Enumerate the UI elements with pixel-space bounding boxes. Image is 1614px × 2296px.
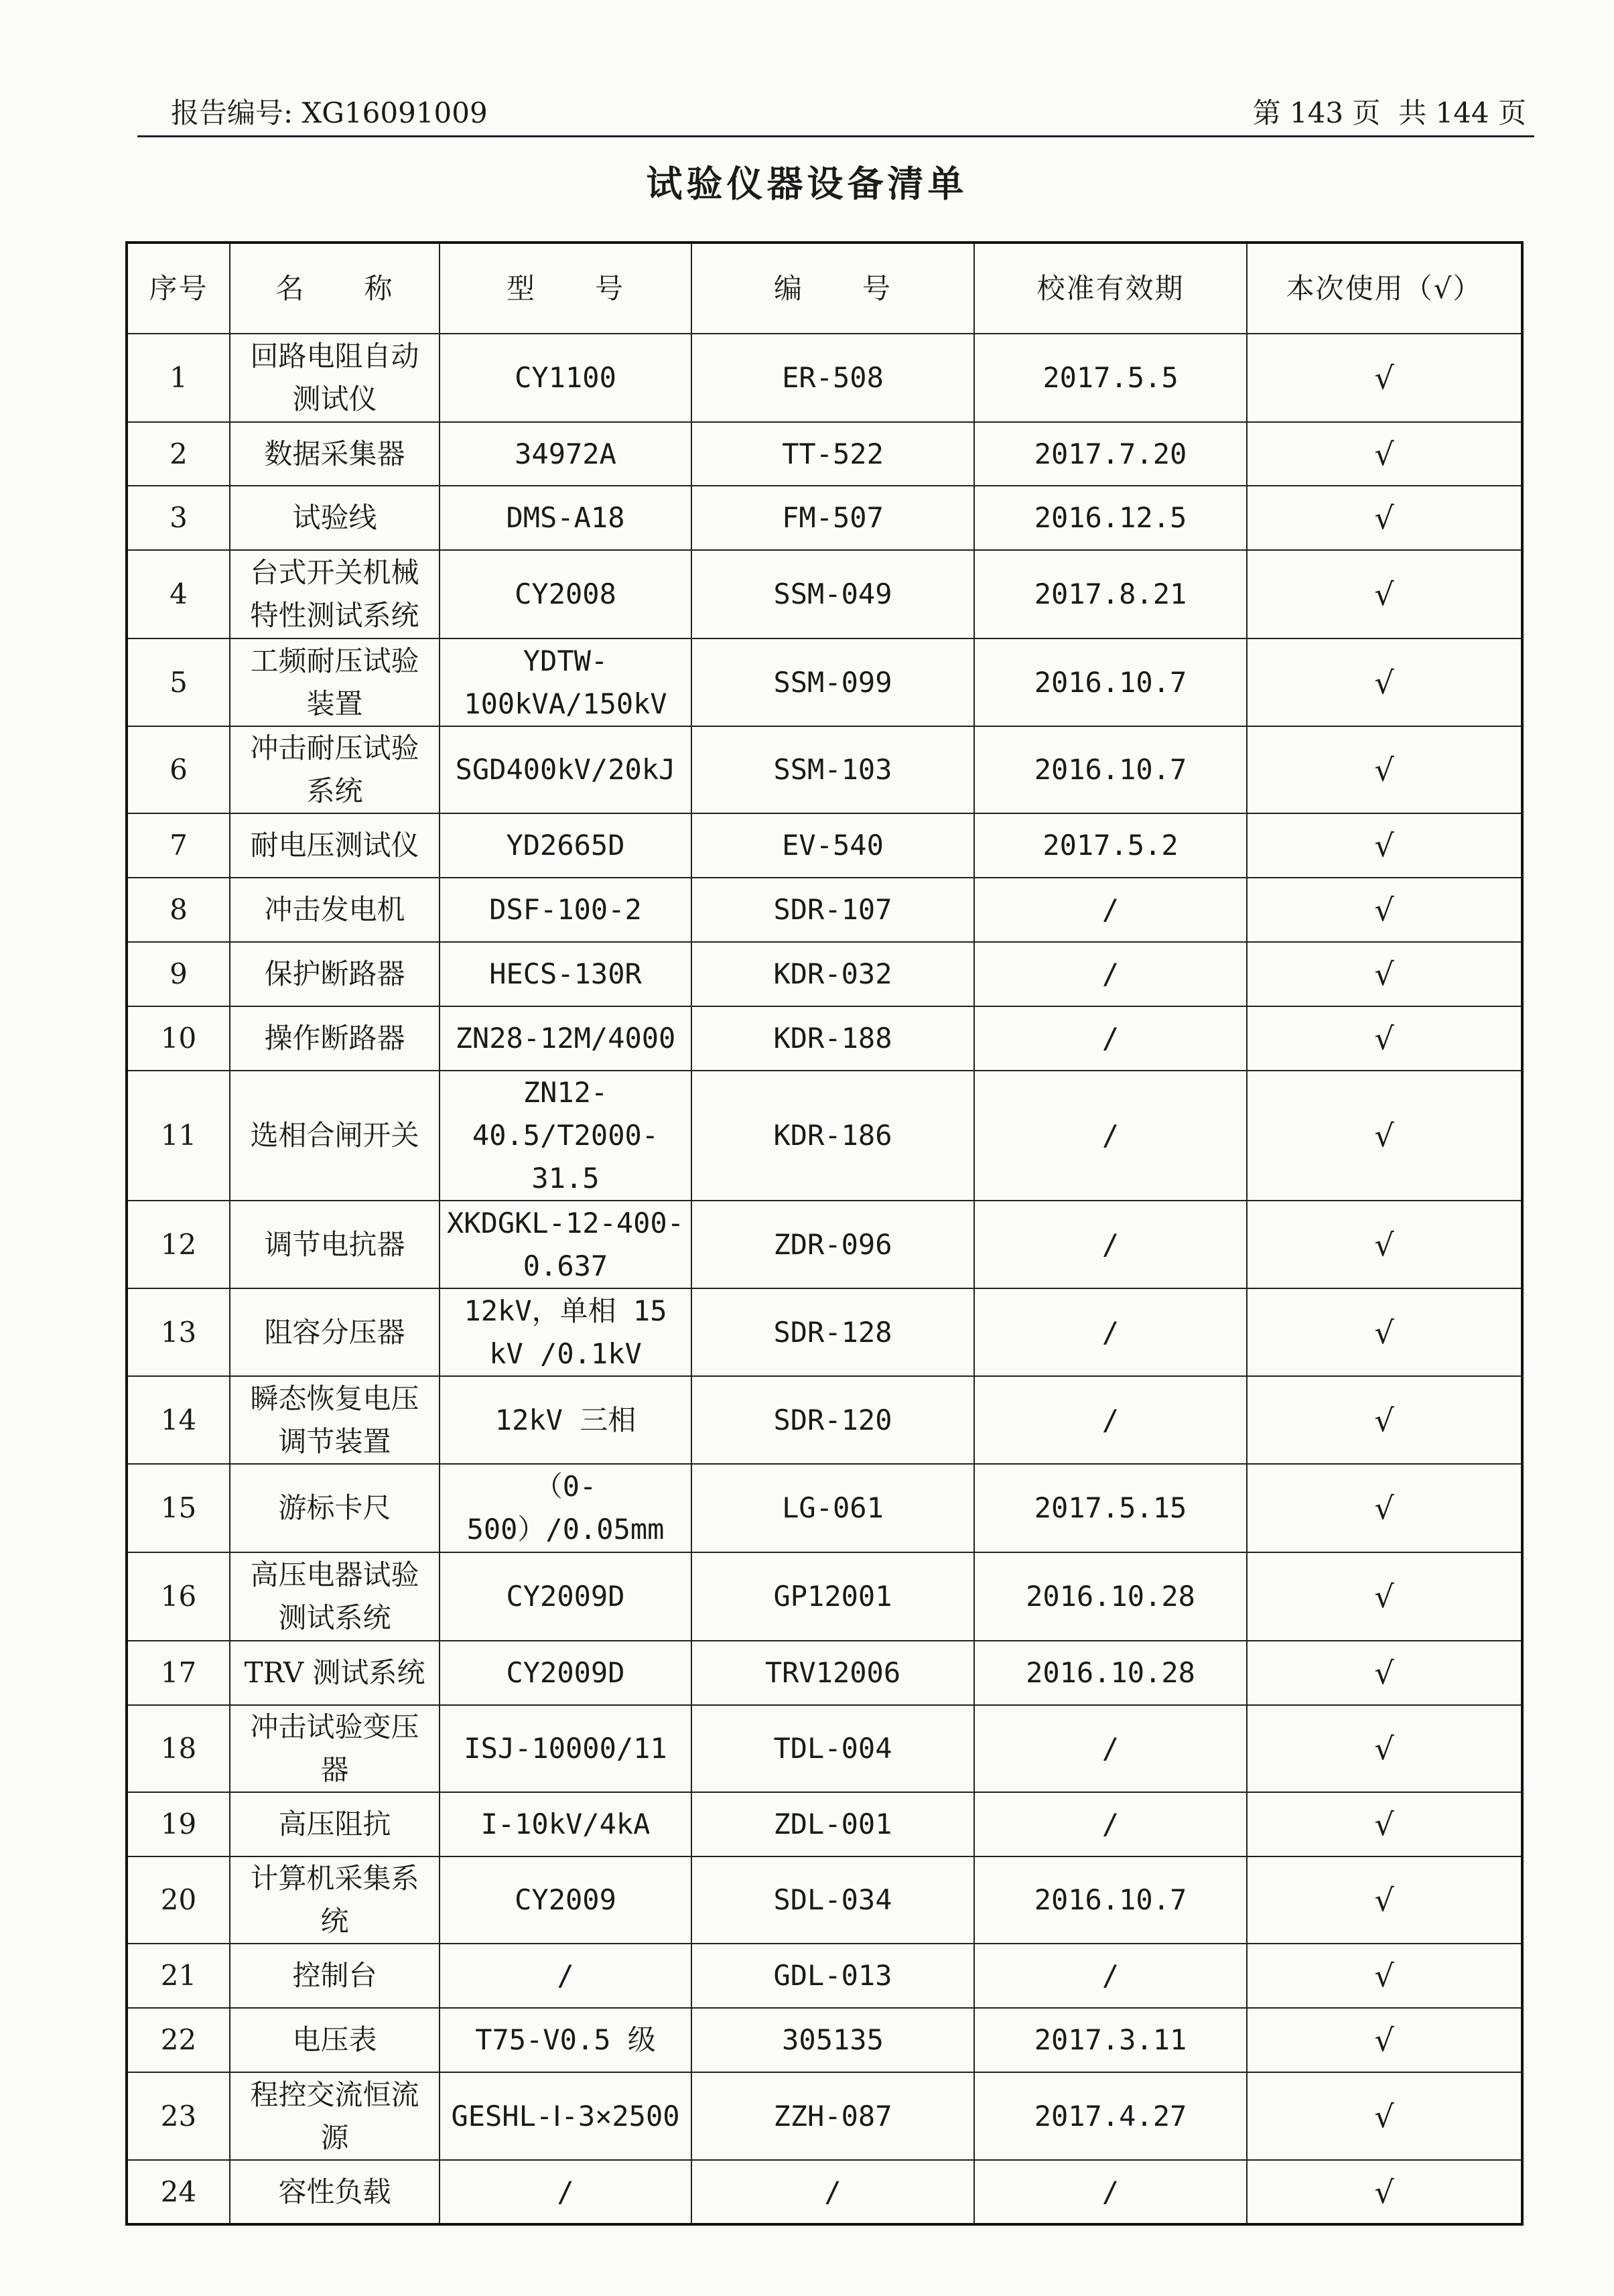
serial-code: TDL-004: [691, 1705, 974, 1792]
serial-code: GP12001: [691, 1552, 974, 1641]
serial-code: LG-061: [691, 1464, 974, 1552]
model-number: /: [440, 1944, 691, 2008]
serial-code: 305135: [691, 2008, 974, 2072]
used-check: √: [1247, 1856, 1522, 1944]
serial-code: ER-508: [691, 334, 974, 422]
model-number: T75-V0.5 级: [440, 2008, 691, 2072]
used-check: √: [1247, 1376, 1522, 1464]
table-row: [127, 942, 1522, 1006]
used-check: √: [1247, 1705, 1522, 1792]
table-row: [127, 1071, 1522, 1201]
used-check: √: [1247, 422, 1522, 486]
calibration-date: /: [974, 1944, 1247, 2008]
serial-code: SSM-103: [691, 726, 974, 813]
row-number: 7: [127, 813, 230, 878]
equipment-name: 试验线: [230, 486, 440, 550]
table-row: [127, 2072, 1522, 2160]
serial-code: SDR-120: [691, 1376, 974, 1464]
row-number: 24: [127, 2160, 230, 2224]
serial-code: SDL-034: [691, 1856, 974, 1944]
table-row: [127, 486, 1522, 550]
model-number: ISJ-10000/11: [440, 1705, 691, 1792]
table-row: [127, 422, 1522, 486]
calibration-date: 2016.10.7: [974, 726, 1247, 813]
table-row: [127, 1201, 1522, 1288]
col-header-name: 名 称: [230, 243, 440, 334]
calibration-date: /: [974, 1705, 1247, 1792]
table-row: [127, 813, 1522, 878]
serial-code: EV-540: [691, 813, 974, 878]
row-number: 17: [127, 1641, 230, 1705]
serial-code: KDR-032: [691, 942, 974, 1006]
calibration-date: 2016.10.28: [974, 1552, 1247, 1641]
used-check: √: [1247, 334, 1522, 422]
table-row: [127, 1464, 1522, 1552]
used-check: √: [1247, 942, 1522, 1006]
used-check: √: [1247, 1006, 1522, 1071]
calibration-date: /: [974, 1201, 1247, 1288]
equipment-name: 高压阻抗: [230, 1792, 440, 1856]
equipment-name: 阻容分压器: [230, 1288, 440, 1376]
equipment-name: 冲击发电机: [230, 878, 440, 942]
row-number: 15: [127, 1464, 230, 1552]
equipment-name: TRV 测试系统: [230, 1641, 440, 1705]
row-number: 6: [127, 726, 230, 813]
serial-code: TRV12006: [691, 1641, 974, 1705]
table-row: [127, 334, 1522, 422]
page-header: [137, 91, 1534, 137]
calibration-date: /: [974, 1792, 1247, 1856]
col-header-model: 型 号: [440, 243, 691, 334]
serial-code: TT-522: [691, 422, 974, 486]
serial-code: ZDL-001: [691, 1792, 974, 1856]
equipment-name: 工频耐压试验装置: [230, 638, 440, 726]
col-header-no: 序号: [127, 243, 230, 334]
row-number: 11: [127, 1071, 230, 1201]
used-check: √: [1247, 726, 1522, 813]
model-number: XKDGKL-12-400-0.637: [440, 1201, 691, 1288]
used-check: √: [1247, 1552, 1522, 1641]
serial-code: ZZH-087: [691, 2072, 974, 2160]
calibration-date: 2016.12.5: [974, 486, 1247, 550]
row-number: 1: [127, 334, 230, 422]
document-title: 试验仪器设备清单: [646, 162, 968, 205]
used-check: √: [1247, 1641, 1522, 1705]
equipment-name: 容性负载: [230, 2160, 440, 2224]
row-number: 3: [127, 486, 230, 550]
model-number: YDTW-100kVA/150kV: [440, 638, 691, 726]
row-number: 13: [127, 1288, 230, 1376]
table-row: [127, 550, 1522, 638]
equipment-name: 瞬态恢复电压调节装置: [230, 1376, 440, 1464]
model-number: CY2008: [440, 550, 691, 638]
used-check: √: [1247, 2072, 1522, 2160]
row-number: 19: [127, 1792, 230, 1856]
col-header-code: 编 号: [691, 243, 974, 334]
used-check: √: [1247, 2160, 1522, 2224]
calibration-date: 2017.5.15: [974, 1464, 1247, 1552]
row-number: 16: [127, 1552, 230, 1641]
model-number: 12kV 三相: [440, 1376, 691, 1464]
table-row: [127, 638, 1522, 726]
row-number: 12: [127, 1201, 230, 1288]
row-number: 8: [127, 878, 230, 942]
row-number: 22: [127, 2008, 230, 2072]
col-header-valid: 校准有效期: [974, 243, 1247, 334]
calibration-date: 2017.4.27: [974, 2072, 1247, 2160]
row-number: 2: [127, 422, 230, 486]
serial-code: GDL-013: [691, 1944, 974, 2008]
row-number: 18: [127, 1705, 230, 1792]
equipment-name: 高压电器试验测试系统: [230, 1552, 440, 1641]
row-number: 23: [127, 2072, 230, 2160]
used-check: √: [1247, 1201, 1522, 1288]
equipment-name: 台式开关机械特性测试系统: [230, 550, 440, 638]
used-check: √: [1247, 1944, 1522, 2008]
model-number: CY2009D: [440, 1641, 691, 1705]
used-check: √: [1247, 1071, 1522, 1201]
equipment-name: 耐电压测试仪: [230, 813, 440, 878]
model-number: ZN28-12M/4000: [440, 1006, 691, 1071]
equipment-name: 电压表: [230, 2008, 440, 2072]
table-row: [127, 1641, 1522, 1705]
calibration-date: 2016.10.7: [974, 638, 1247, 726]
calibration-date: /: [974, 1071, 1247, 1201]
table-row: [127, 1376, 1522, 1464]
equipment-name: 操作断路器: [230, 1006, 440, 1071]
table-row: [127, 1944, 1522, 2008]
equipment-name: 冲击耐压试验系统: [230, 726, 440, 813]
used-check: √: [1247, 2008, 1522, 2072]
serial-code: /: [691, 2160, 974, 2224]
model-number: YD2665D: [440, 813, 691, 878]
table-row: [127, 1856, 1522, 1944]
model-number: CY1100: [440, 334, 691, 422]
row-number: 4: [127, 550, 230, 638]
used-check: √: [1247, 1288, 1522, 1376]
serial-code: SSM-099: [691, 638, 974, 726]
calibration-date: 2016.10.28: [974, 1641, 1247, 1705]
model-number: 12kV，单相 15 kV /0.1kV: [440, 1288, 691, 1376]
row-number: 14: [127, 1376, 230, 1464]
equipment-name: 程控交流恒流源: [230, 2072, 440, 2160]
used-check: √: [1247, 878, 1522, 942]
calibration-date: /: [974, 1376, 1247, 1464]
model-number: DMS-A18: [440, 486, 691, 550]
serial-code: SDR-107: [691, 878, 974, 942]
equipment-name: 冲击试验变压器: [230, 1705, 440, 1792]
equipment-table: [125, 241, 1524, 2226]
model-number: CY2009: [440, 1856, 691, 1944]
table-row: [127, 1705, 1522, 1792]
serial-code: KDR-188: [691, 1006, 974, 1071]
table-row: [127, 1552, 1522, 1641]
model-number: /: [440, 2160, 691, 2224]
calibration-date: /: [974, 1006, 1247, 1071]
calibration-date: /: [974, 2160, 1247, 2224]
row-number: 20: [127, 1856, 230, 1944]
equipment-name: 回路电阻自动测试仪: [230, 334, 440, 422]
table-row: [127, 1792, 1522, 1856]
row-number: 9: [127, 942, 230, 1006]
calibration-date: 2017.5.2: [974, 813, 1247, 878]
calibration-date: 2016.10.7: [974, 1856, 1247, 1944]
model-number: GESHL-Ⅰ-3×2500: [440, 2072, 691, 2160]
serial-code: SSM-049: [691, 550, 974, 638]
serial-code: SDR-128: [691, 1288, 974, 1376]
used-check: √: [1247, 1792, 1522, 1856]
equipment-name: 调节电抗器: [230, 1201, 440, 1288]
calibration-date: 2017.7.20: [974, 422, 1247, 486]
calibration-date: 2017.3.11: [974, 2008, 1247, 2072]
row-number: 21: [127, 1944, 230, 2008]
equipment-name: 数据采集器: [230, 422, 440, 486]
report-number: 报告编号: XG16091009: [171, 96, 488, 129]
page-info: 第 143 页 共 144 页: [1252, 96, 1526, 129]
model-number: CY2009D: [440, 1552, 691, 1641]
table-row: [127, 726, 1522, 813]
model-number: HECS-130R: [440, 942, 691, 1006]
used-check: √: [1247, 638, 1522, 726]
table-body: [127, 334, 1522, 2224]
used-check: √: [1247, 1464, 1522, 1552]
row-number: 5: [127, 638, 230, 726]
equipment-name: 控制台: [230, 1944, 440, 2008]
calibration-date: /: [974, 942, 1247, 1006]
table-row: [127, 1288, 1522, 1376]
model-number: ZN12-40.5/T2000-31.5: [440, 1071, 691, 1201]
model-number: DSF-100-2: [440, 878, 691, 942]
model-number: I-10kV/4kA: [440, 1792, 691, 1856]
table-row: [127, 2160, 1522, 2224]
col-header-used: 本次使用（√）: [1247, 243, 1522, 334]
serial-code: KDR-186: [691, 1071, 974, 1201]
serial-code: ZDR-096: [691, 1201, 974, 1288]
table-row: [127, 1006, 1522, 1071]
calibration-date: 2017.8.21: [974, 550, 1247, 638]
model-number: （0-500）/0.05mm: [440, 1464, 691, 1552]
table-row: [127, 878, 1522, 942]
equipment-name: 保护断路器: [230, 942, 440, 1006]
table-row: [127, 2008, 1522, 2072]
model-number: 34972A: [440, 422, 691, 486]
serial-code: FM-507: [691, 486, 974, 550]
calibration-date: /: [974, 878, 1247, 942]
calibration-date: /: [974, 1288, 1247, 1376]
equipment-name: 计算机采集系统: [230, 1856, 440, 1944]
used-check: √: [1247, 486, 1522, 550]
equipment-name: 游标卡尺: [230, 1464, 440, 1552]
model-number: SGD400kV/20kJ: [440, 726, 691, 813]
calibration-date: 2017.5.5: [974, 334, 1247, 422]
table-header-row: [127, 243, 1522, 334]
used-check: √: [1247, 813, 1522, 878]
used-check: √: [1247, 550, 1522, 638]
equipment-name: 选相合闸开关: [230, 1071, 440, 1201]
row-number: 10: [127, 1006, 230, 1071]
